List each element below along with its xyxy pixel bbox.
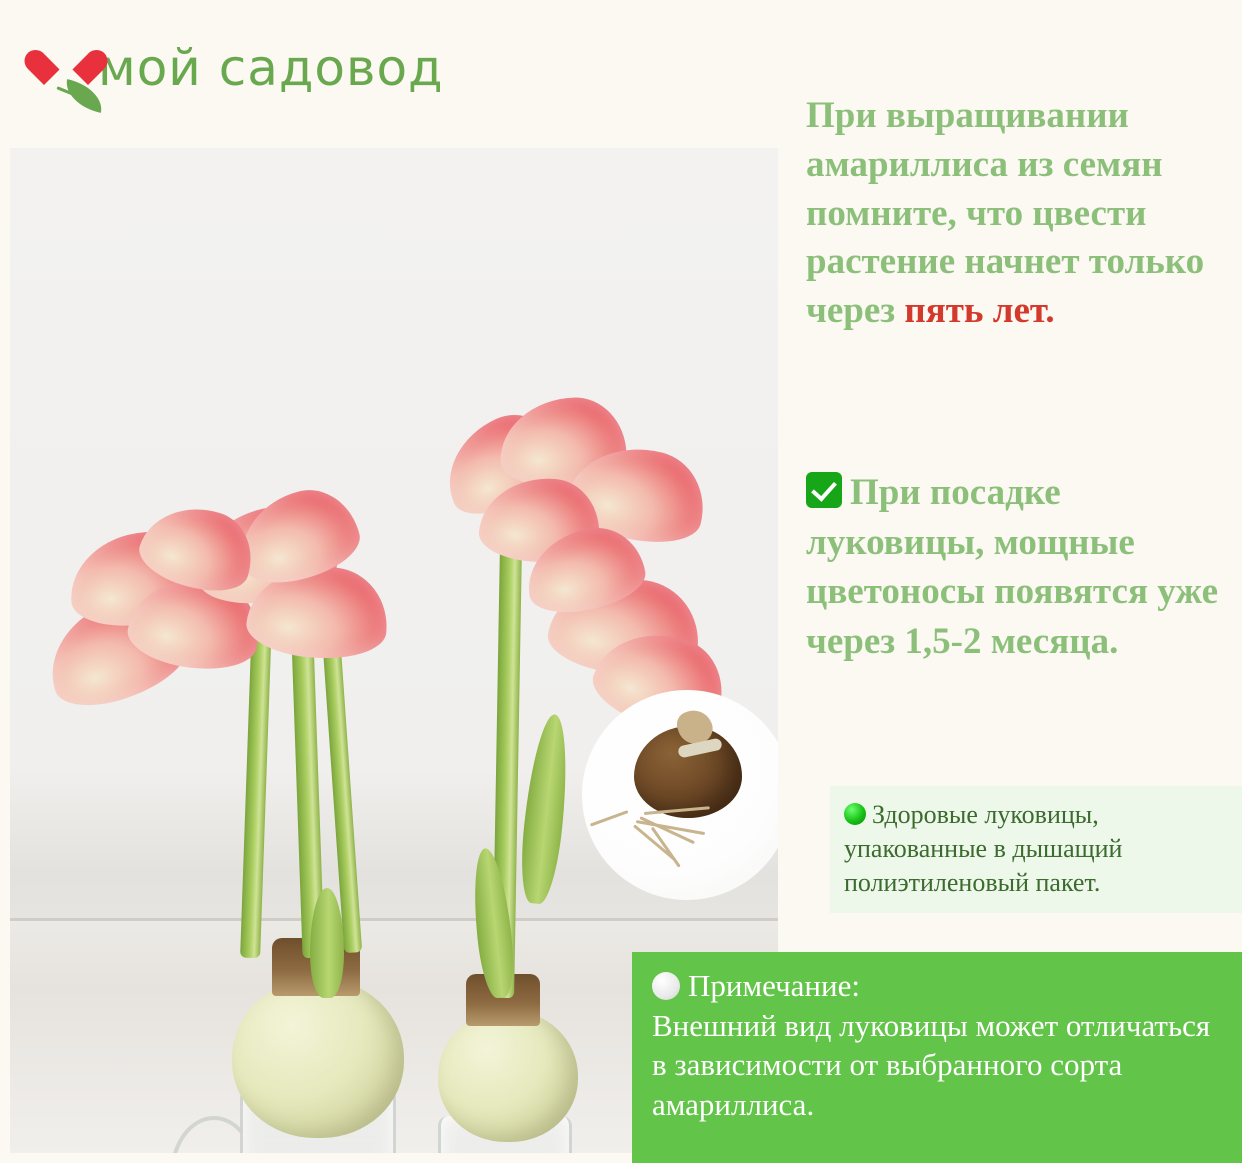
green-check-icon — [806, 472, 842, 508]
bulb-left — [232, 978, 404, 1138]
leaf-right-1 — [516, 713, 574, 906]
tip-text-bulb-planting-label: При посадке луковицы, мощные цветоносы появятся уже через 1,5-2 месяца. — [806, 472, 1219, 662]
remark-banner — [632, 952, 1242, 1163]
stem-left-1 — [240, 618, 272, 958]
dry-bulb-inset — [582, 690, 778, 900]
green-dot-icon — [844, 803, 866, 825]
logo-text: мой садовод — [98, 39, 444, 97]
remark-text: Внешний вид луковицы может отличаться в зависимости от выбранного сорта амариллиса. — [652, 1007, 1211, 1123]
tip-text-seeds-accent: пять лет. — [904, 290, 1055, 332]
white-dot-icon — [652, 972, 680, 1000]
bulb-right — [438, 1010, 578, 1142]
remark-title: Примечание: — [688, 968, 860, 1003]
healthy-bulbs-note — [830, 786, 1242, 913]
heart-icon — [38, 39, 96, 97]
site-logo[interactable] — [38, 28, 444, 108]
healthy-bulbs-note-label: Здоровые луковицы, упакованные в дышащий полиэтиленовый пакет. — [844, 800, 1123, 897]
tip-text-seeds-main: При выращивании амариллиса из семян помните, что цвести растение начнет только через — [806, 95, 1205, 332]
tip-text-bulb-planting — [806, 468, 1234, 666]
leaf-left — [310, 888, 344, 998]
tip-text-seeds — [806, 92, 1226, 336]
